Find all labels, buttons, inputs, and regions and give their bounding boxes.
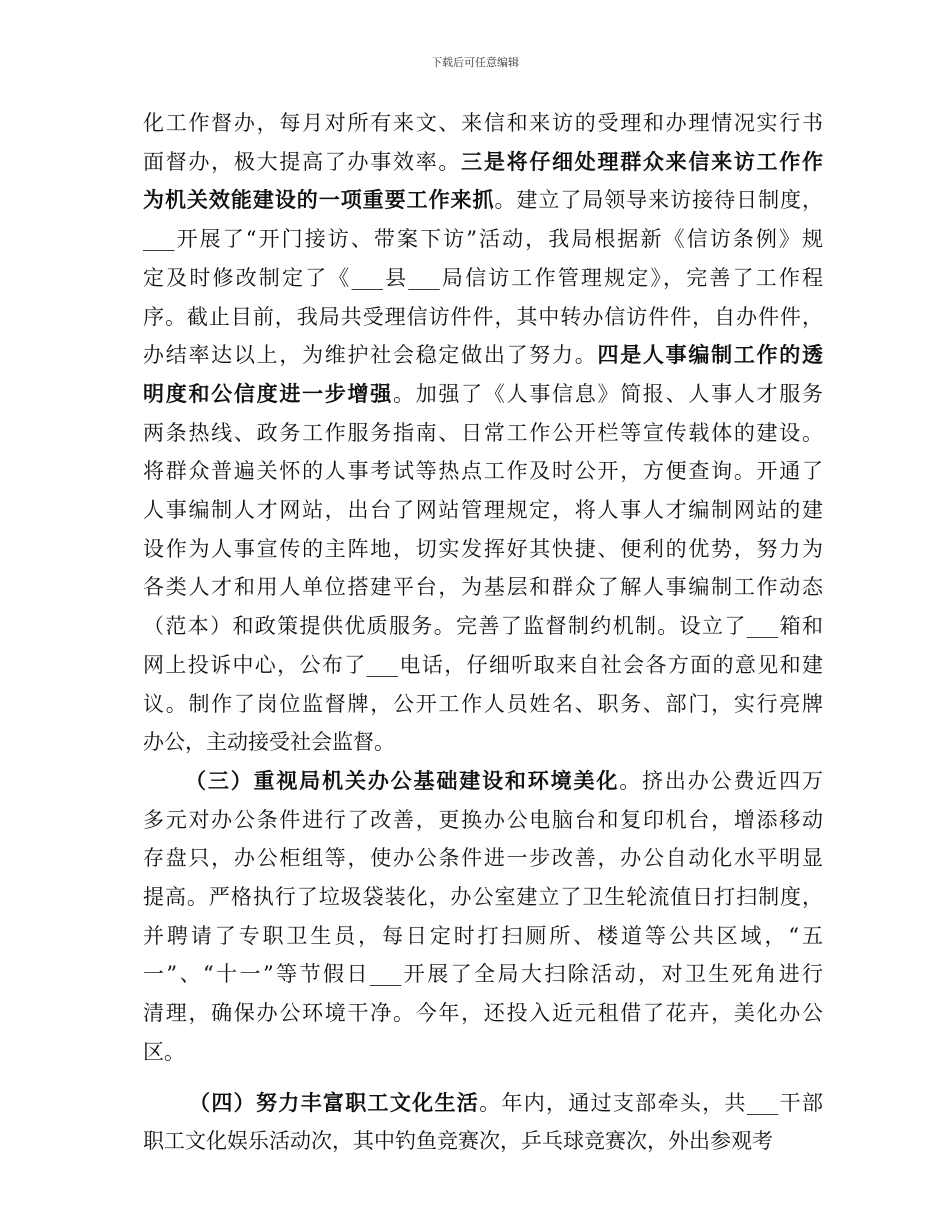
- text-run: 职工文化娱乐活动次，其中钓鱼竞赛次，乒乓球竞赛次，外出参观考: [143, 1129, 773, 1154]
- text-run: 。加强了《人事信息》简报、人事人才服务: [392, 381, 824, 406]
- text-run: 多元对办公条件进行了改善，更换办公电脑台和复印机台，增添移动: [143, 807, 823, 832]
- text-run: 办公，主动接受社会监督。: [143, 730, 395, 755]
- text-line: [143, 530, 823, 569]
- text-line: [143, 917, 823, 956]
- text-line: [143, 685, 823, 724]
- text-line: [143, 298, 823, 337]
- text-run: 议。制作了岗位监督牌，公开工作人员姓名、职务、部门，实行亮牌: [143, 691, 823, 716]
- page-header: 下载后可任意编辑: [431, 56, 519, 69]
- text-line: [143, 414, 823, 453]
- text-run: 定及时修改制定了《___县___局信访工作管理规定》，完善了工作程: [143, 265, 823, 290]
- text-line: [143, 491, 823, 530]
- paragraph-4-section-four: [143, 1084, 823, 1161]
- text-run: 一”、“十一”等节假日___开展了全局大扫除活动，对卫生死角进行: [143, 962, 823, 987]
- text-line: [143, 1084, 823, 1123]
- text-line: [143, 452, 823, 491]
- text-run: 。建立了局领导来访接待日制度，: [494, 188, 824, 213]
- bold-text: （四）努力丰富职工文化生活: [189, 1089, 480, 1115]
- bold-text: 四是人事编制工作的透: [597, 342, 824, 368]
- text-line: [143, 839, 823, 878]
- text-run: （范本）和政策提供优质服务。完善了监督制约机制。设立了___箱和: [143, 614, 823, 639]
- bold-text: 三是将仔细处理群众来信来访工作作: [461, 148, 824, 174]
- text-line: [143, 762, 823, 801]
- text-line: [143, 259, 823, 298]
- text-line: [143, 143, 823, 182]
- text-line: [143, 801, 823, 840]
- text-run: 存盘只，办公柜组等，使办公条件进一步改善，办公自动化水平明显: [143, 846, 823, 871]
- text-run: 并聘请了专职卫生员，每日定时打扫厕所、楼道等公共区域，“五: [143, 923, 823, 948]
- text-line: [143, 607, 823, 646]
- text-run: 人事编制人才网站，出台了网站管理规定，将人事人才编制网站的建: [143, 498, 823, 523]
- text-run: 化工作督办，每月对所有来文、来信和来访的受理和办理情况实行书: [143, 111, 823, 135]
- text-run: 区。: [143, 1039, 185, 1064]
- text-line: [143, 646, 823, 685]
- text-run: 清理，确保办公环境干净。今年，还投入近元租借了花卉，美化办公: [143, 1001, 823, 1026]
- paragraph-3-section-three: [143, 762, 823, 1072]
- text-line: [143, 955, 823, 994]
- text-run: 各类人才和用人单位搭建平台，为基层和群众了解人事编制工作动态: [143, 575, 823, 600]
- text-line: [143, 220, 823, 259]
- text-run: ___开展了“开门接访、带案下访”活动，我局根据新《信访条例》规: [143, 227, 823, 252]
- text-run: 提高。严格执行了垃圾袋装化，办公室建立了卫生轮流值日打扫制度，: [143, 885, 823, 910]
- document-body: [143, 104, 823, 1161]
- bold-text: 为机关效能建设的一项重要工作来抓: [143, 187, 495, 213]
- text-run: 序。截止目前，我局共受理信访件件，其中转办信访件件，自办件件，: [143, 304, 823, 329]
- text-line: [143, 723, 823, 762]
- text-line: [143, 375, 823, 414]
- text-run: 将群众普遍关怀的人事考试等热点工作及时公开，方便查询。开通了: [143, 459, 823, 484]
- bold-text: （三）重视局机关办公基础建设和环境美化: [185, 767, 620, 793]
- text-run: 设作为人事宣传的主阵地，切实发挥好其快捷、便利的优势，努力为: [143, 536, 823, 561]
- text-line: [143, 181, 823, 220]
- text-line: [143, 568, 823, 607]
- text-run: 两条热线、政务工作服务指南、日常工作公开栏等宣传载体的建设。: [143, 420, 823, 445]
- text-line: [143, 1033, 823, 1072]
- text-run: 。年内，通过支部牵头，共___干部: [479, 1090, 823, 1115]
- text-line: [143, 994, 823, 1033]
- paragraph-1: [143, 104, 823, 762]
- text-line: [143, 336, 823, 375]
- text-run: 。挤出办公费近四万: [619, 768, 824, 793]
- text-line: [143, 104, 823, 143]
- text-run: 面督办，极大提高了办事效率。: [143, 149, 462, 174]
- text-run: 网上投诉中心，公布了___电话，仔细听取来自社会各方面的意见和建: [143, 652, 823, 677]
- bold-text: 明度和公信度进一步增强: [143, 380, 393, 406]
- text-run: 办结率达以上，为维护社会稳定做出了努力。: [143, 343, 598, 368]
- text-line: [143, 878, 823, 917]
- text-line: [143, 1122, 823, 1161]
